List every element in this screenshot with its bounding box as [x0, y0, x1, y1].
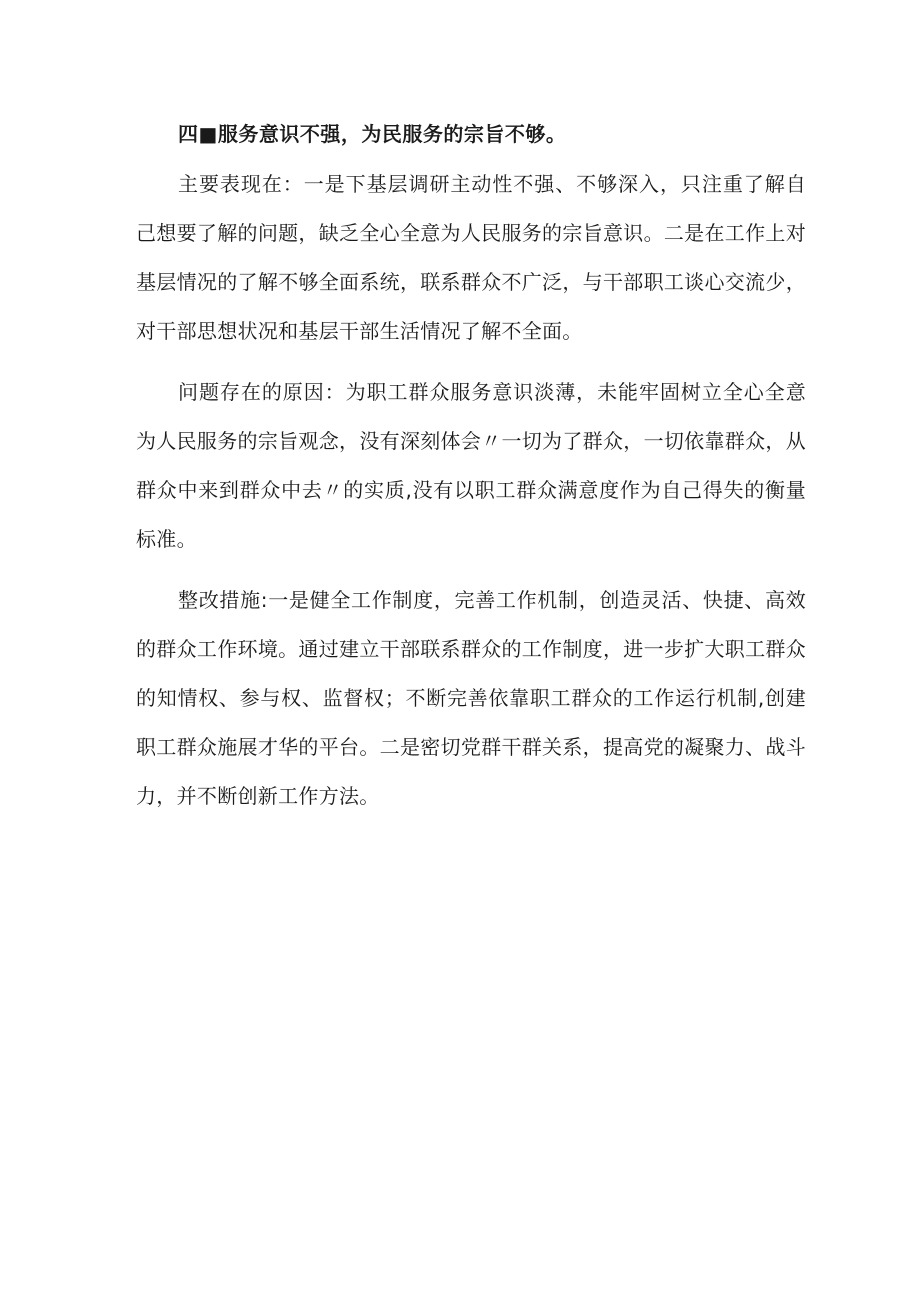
- paragraph-rectification: 整改措施:一是健全工作制度，完善工作机制，创造灵活、快捷、高效的群众工作环境。通过建立干部联系群众的工作制度，进一步扩大职工群众的知情权、参与权、监督权；不断完善依靠职工群众的工作运行机制,创建职工群众施展才华的平台。二是密切党群干群关系，提高党的凝聚力、战斗力，并不断创新工作方法。: [136, 588, 806, 808]
- paragraph-cause: 问题存在的原因：为职工群众服务意识淡薄，未能牢固树立全心全意为人民服务的宗旨观念，没有深刻体会〃一切为了群众，一切依靠群众，从群众中来到群众中去〃的实质,没有以职工群众满意度作为自己得失的衡量标准。: [136, 380, 806, 551]
- paragraph-manifestation: 主要表现在：一是下基层调研主动性不强、不够深入，只注重了解自己想要了解的问题，缺乏全心全意为人民服务的宗旨意识。二是在工作上对基层情况的了解不够全面系统，联系群众不广泛，与干部职工谈心交流少，对干部思想状况和基层干部生活情况了解不全面。: [136, 172, 806, 343]
- section-heading: 四■服务意识不强，为民服务的宗旨不够。: [178, 122, 567, 146]
- document-page: [136, 112, 806, 821]
